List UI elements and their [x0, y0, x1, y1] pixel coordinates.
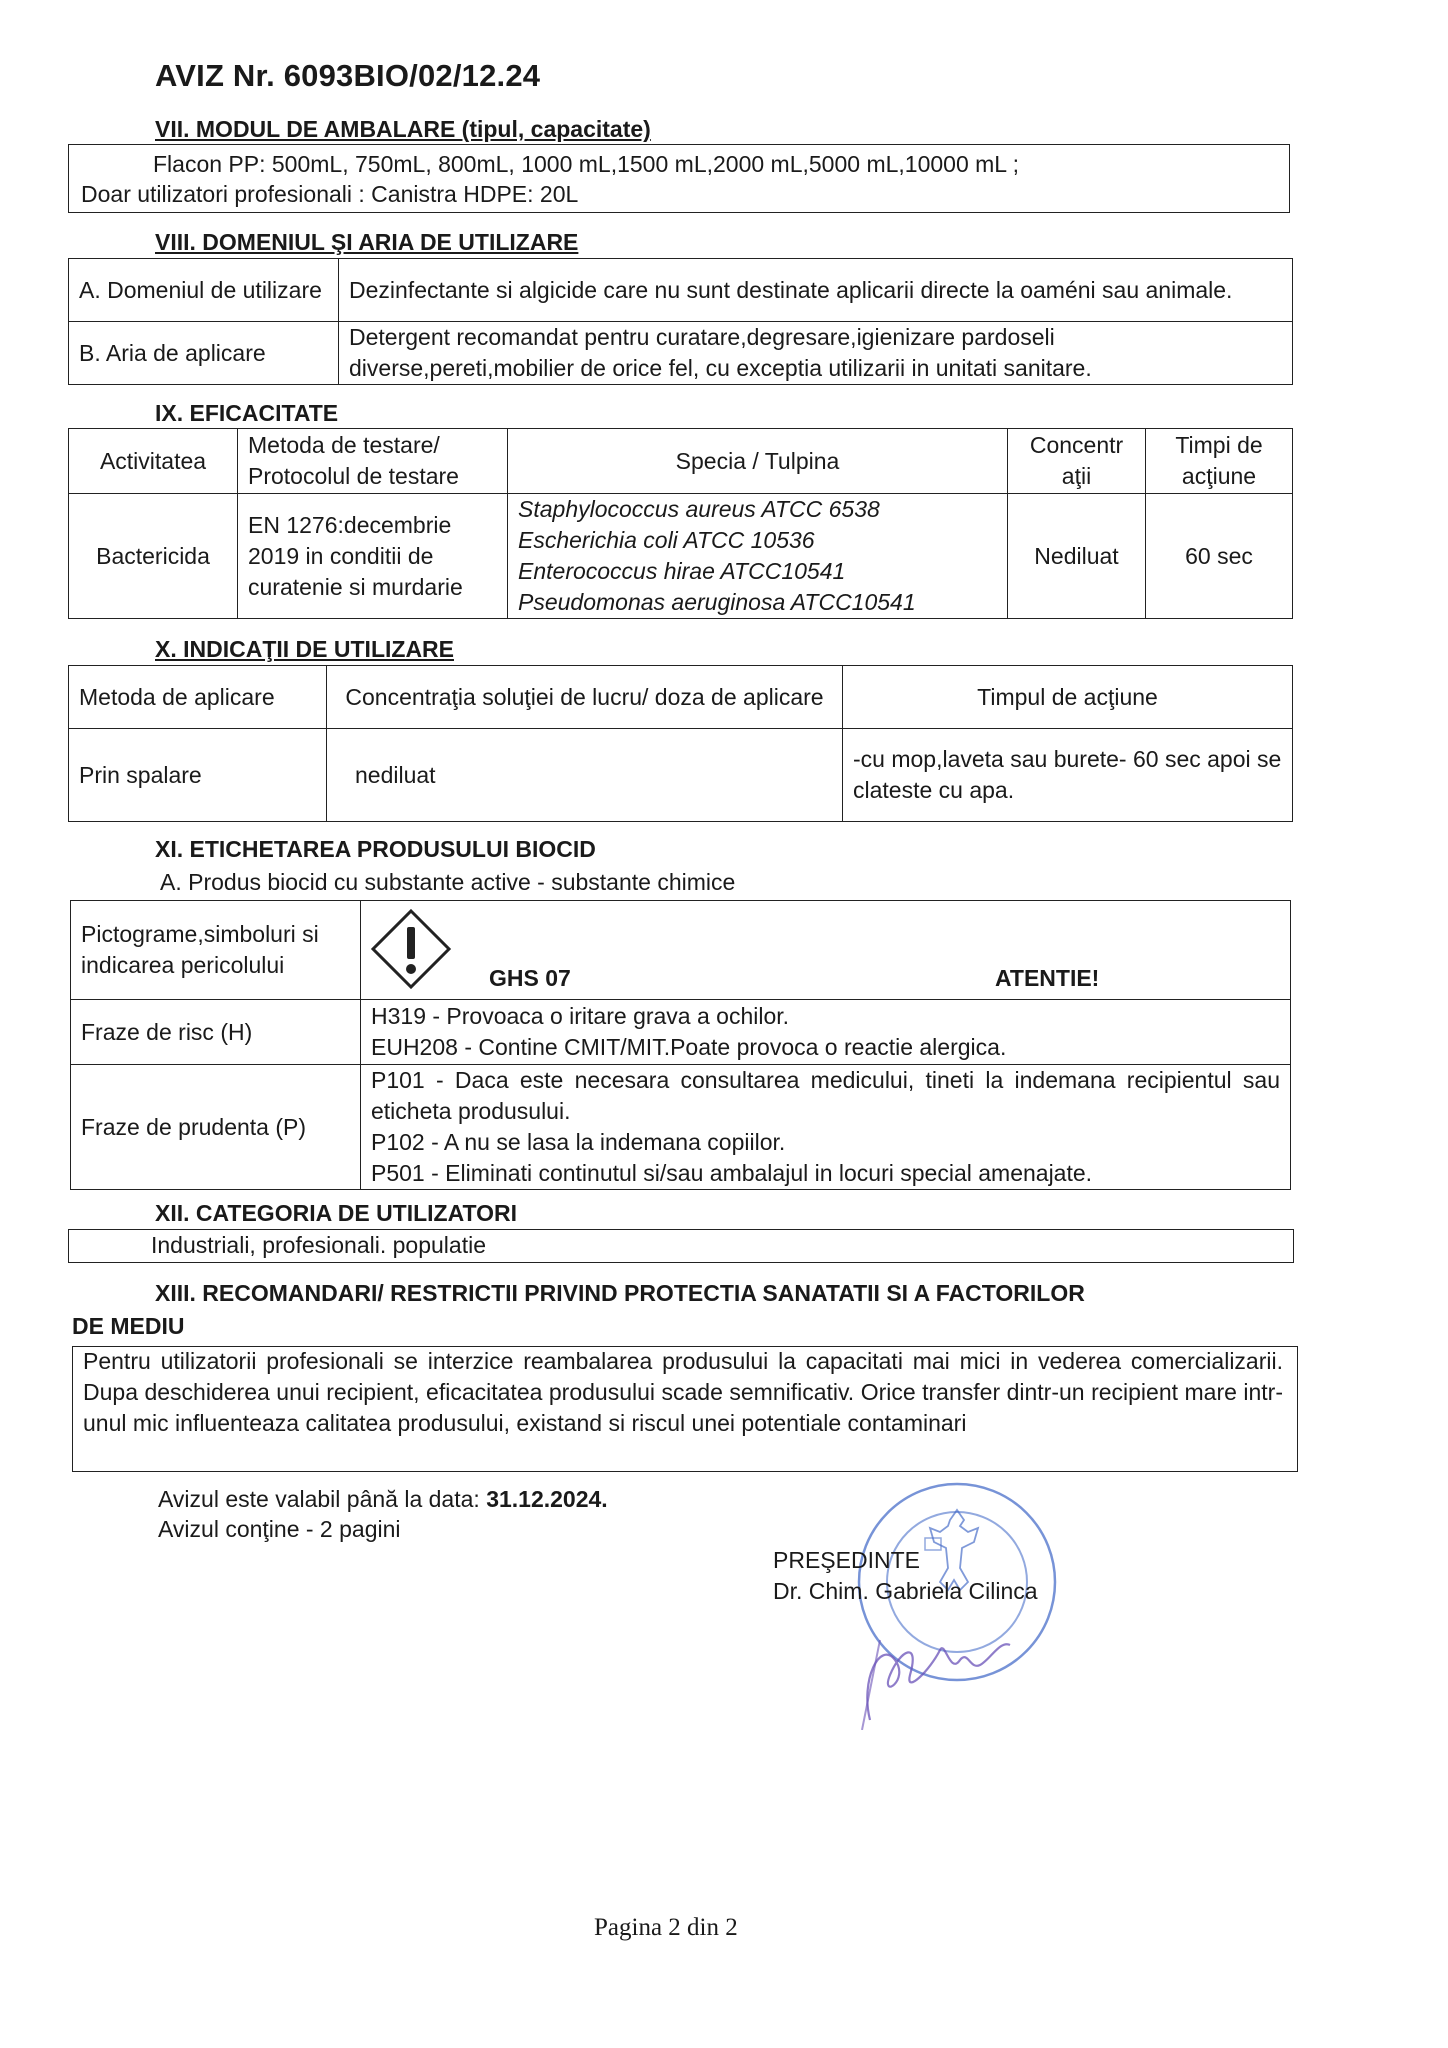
species-item: Staphylococcus aureus ATCC 6538 — [518, 496, 880, 522]
president-name: Dr. Chim. Gabriela Cilinca — [773, 1578, 1038, 1604]
table-row — [69, 259, 1293, 322]
efficacy-table — [68, 428, 1293, 619]
header-method: Metoda de testare/ Protocolul de testare — [238, 429, 508, 494]
ghs-code: GHS 07 — [489, 965, 571, 991]
activity-value: Bactericida — [69, 494, 238, 619]
domain-value: Dezinfectante si algicide care nu sunt destinate aplicarii directe la oaméni sau animale. — [339, 259, 1293, 322]
dose-value: nediluat — [327, 729, 843, 822]
p-phrases-cell — [361, 1065, 1291, 1190]
header-time: Timpi de acţiune — [1146, 429, 1293, 494]
domain-label: A. Domeniul de utilizare — [69, 259, 339, 322]
h-phrases-label: Fraze de risc (H) — [71, 1000, 361, 1065]
table-row — [69, 494, 1293, 619]
recommendations-box — [72, 1346, 1298, 1472]
time-value: 60 sec — [1146, 494, 1293, 619]
table-row — [71, 1065, 1291, 1190]
header-action-time: Timpul de acţiune — [843, 666, 1293, 729]
usage-instructions-table — [68, 665, 1293, 822]
p-phrase: P101 - Daca este necesara consultarea medicului, tineti la indemana recipientul sau eticheta produsului. — [371, 1067, 1280, 1124]
table-row — [69, 729, 1293, 822]
species-item: Escherichia coli ATCC 10536 — [518, 527, 815, 553]
application-method-value: Prin spalare — [69, 729, 327, 822]
validity-date: 31.12.2024. — [486, 1486, 608, 1512]
area-value: Detergent recomandat pentru curatare,degresare,igienizare pardoseli diverse,pereti,mobilier de orice fel, cu exceptia utilizarii in unitati sanitare. — [339, 322, 1293, 385]
table-row — [71, 1000, 1291, 1065]
table-row — [69, 322, 1293, 385]
h-phrase: EUH208 - Contine CMIT/MIT.Poate provoca o reactie alergica. — [371, 1034, 1007, 1060]
p-phrase: P501 - Eliminati continutul si/sau ambalajul in locuri special amenajate. — [371, 1160, 1093, 1186]
pictogram-cell — [361, 901, 1291, 1000]
p-phrase: P102 - A nu se lasa la indemana copiilor. — [371, 1129, 786, 1155]
header-activity: Activitatea — [69, 429, 238, 494]
packaging-line-1: Flacon PP: 500mL, 750mL, 800mL, 1000 mL,1500 mL,2000 mL,5000 mL,10000 mL ; — [153, 151, 1020, 177]
president-role: PREŞEDINTE — [773, 1547, 920, 1573]
packaging-box — [68, 144, 1290, 213]
usage-domain-table — [68, 258, 1293, 385]
header-concentration: Concentr aţii — [1008, 429, 1146, 494]
h-phrase: H319 - Provoaca o iritare grava a ochilor. — [371, 1003, 790, 1029]
header-application-method: Metoda de aplicare — [69, 666, 327, 729]
user-category-box — [68, 1229, 1294, 1263]
page-count: Avizul conţine - 2 pagini — [158, 1516, 401, 1542]
table-row — [71, 901, 1291, 1000]
section-viii-title: VIII. DOMENIUL ŞI ARIA DE UTILIZARE — [155, 229, 579, 255]
section-xiii-title: XIII. RECOMANDARI/ RESTRICTII PRIVIND PROTECTIA SANATATII SI A FACTORILOR — [155, 1280, 1085, 1306]
area-label: B. Aria de aplicare — [69, 322, 339, 385]
section-xiii-title-cont: DE MEDIU — [72, 1313, 185, 1339]
section-ix-title: IX. EFICACITATE — [155, 400, 339, 426]
method-value: EN 1276:decembrie 2019 in conditii de curatenie si murdarie — [238, 494, 508, 619]
user-category-value: Industriali, profesionali. populatie — [151, 1232, 486, 1258]
p-phrases-label: Fraze de prudenta (P) — [71, 1065, 361, 1190]
page-number: Pagina 2 din 2 — [594, 1914, 738, 1941]
section-xii-title: XII. CATEGORIA DE UTILIZATORI — [155, 1200, 518, 1226]
labelling-table — [70, 900, 1291, 1190]
header-species: Specia / Tulpina — [508, 429, 1008, 494]
section-vii-title: VII. MODUL DE AMBALARE (tipul, capacitate) — [155, 116, 651, 142]
table-header-row — [69, 429, 1293, 494]
species-item: Enterococcus hirae ATCC10541 — [518, 558, 846, 584]
table-header-row — [69, 666, 1293, 729]
concentration-value: Nediluat — [1008, 494, 1146, 619]
document-title: AVIZ Nr. 6093BIO/02/12.24 — [155, 58, 541, 93]
section-xi-title: XI. ETICHETAREA PRODUSULUI BIOCID — [155, 836, 596, 862]
section-x-title: X. INDICAŢII DE UTILIZARE — [155, 636, 454, 662]
species-item: Pseudomonas aeruginosa ATCC10541 — [518, 589, 916, 615]
packaging-line-2: Doar utilizatori profesionali : Canistra HDPE: 20L — [81, 181, 579, 207]
section-xi-subtitle: A. Produs biocid cu substante active - substante chimice — [160, 869, 736, 895]
h-phrases-cell — [361, 1000, 1291, 1065]
validity-line — [158, 1484, 608, 1515]
signal-word: ATENTIE! — [995, 965, 1100, 991]
exclamation-mark-icon — [369, 907, 453, 991]
recommendations-text: Pentru utilizatorii profesionali se interzice reambalarea produsului la capacitati mai mici in vederea comercializarii. Dupa deschiderea unui recipient, eficacitatea produsului scade semnificativ. Orice transfer dintr-un recipient mare intr-unul mic influenteaza calitatea produsului, existand si riscul unei potentiale contaminari — [83, 1348, 1283, 1436]
species-cell — [508, 494, 1008, 619]
header-dose: Concentraţia soluţiei de lucru/ doza de aplicare — [327, 666, 843, 729]
validity-label: Avizul este valabil până la data: — [158, 1486, 480, 1512]
pictogram-label: Pictograme,simboluri si indicarea pericolului — [71, 901, 361, 1000]
action-time-value: -cu mop,laveta sau burete- 60 sec apoi se clateste cu apa. — [843, 729, 1293, 822]
